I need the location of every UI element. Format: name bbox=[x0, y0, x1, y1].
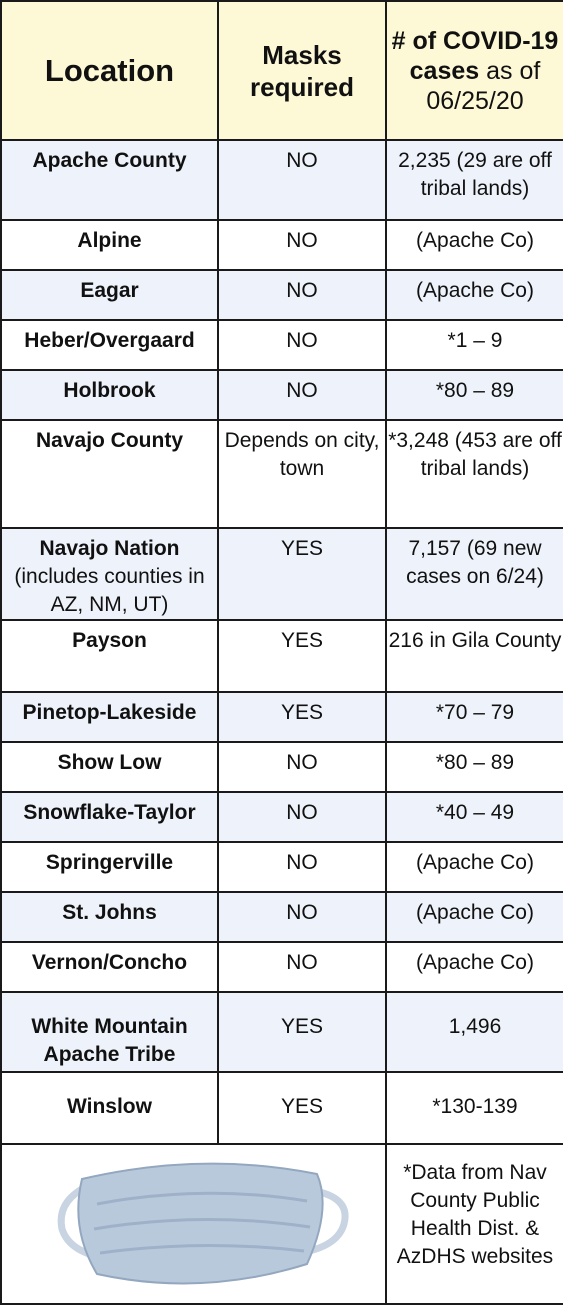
table-row bbox=[1, 528, 563, 620]
location-cell bbox=[1, 742, 218, 792]
cases-cell: *3,248 (453 are off tribal lands) bbox=[386, 420, 563, 528]
header-row bbox=[1, 1, 563, 140]
location-name: Navajo Nation bbox=[39, 537, 180, 560]
cases-cell: *80 – 89 bbox=[386, 742, 563, 792]
footer-note: *Data from Nav County Public Health Dist. & AzDHS websites bbox=[386, 1144, 563, 1304]
table-row bbox=[1, 892, 563, 942]
cases-cell: (Apache Co) bbox=[386, 220, 563, 270]
location-cell bbox=[1, 892, 218, 942]
location-cell bbox=[1, 528, 218, 620]
location-cell bbox=[1, 1072, 218, 1144]
location-name: Vernon/Concho bbox=[31, 951, 188, 974]
location-name: White Mountain Apache Tribe bbox=[31, 1015, 188, 1066]
location-cell bbox=[1, 420, 218, 528]
table-row bbox=[1, 992, 563, 1072]
masks-cell: NO bbox=[218, 942, 386, 992]
masks-cell: NO bbox=[218, 370, 386, 420]
masks-cell: YES bbox=[218, 992, 386, 1072]
table-row bbox=[1, 220, 563, 270]
cases-cell: *40 – 49 bbox=[386, 792, 563, 842]
cases-cell: *1 – 9 bbox=[386, 320, 563, 370]
masks-cell: NO bbox=[218, 220, 386, 270]
location-cell bbox=[1, 220, 218, 270]
table-row bbox=[1, 742, 563, 792]
location-cell bbox=[1, 942, 218, 992]
cases-cell: *80 – 89 bbox=[386, 370, 563, 420]
location-cell bbox=[1, 270, 218, 320]
masks-cell: NO bbox=[218, 792, 386, 842]
table-row bbox=[1, 370, 563, 420]
masks-cell: Depends on city, town bbox=[218, 420, 386, 528]
header-cases-date: as of 06/25/20 bbox=[426, 56, 541, 115]
location-cell bbox=[1, 792, 218, 842]
masks-cell: YES bbox=[218, 620, 386, 692]
table-row bbox=[1, 320, 563, 370]
cases-cell: 2,235 (29 are off tribal lands) bbox=[386, 140, 563, 220]
cases-cell: (Apache Co) bbox=[386, 892, 563, 942]
location-note: (includes counties in AZ, NM, UT) bbox=[14, 565, 205, 616]
masks-cell: NO bbox=[218, 140, 386, 220]
header-cases-bold: # of COVID-19 cases bbox=[391, 26, 559, 85]
cases-cell: *70 – 79 bbox=[386, 692, 563, 742]
location-cell bbox=[1, 992, 218, 1072]
footer-row bbox=[1, 1144, 563, 1304]
location-cell bbox=[1, 140, 218, 220]
masks-cell: YES bbox=[218, 692, 386, 742]
location-name: Holbrook bbox=[63, 379, 156, 402]
location-name: Navajo County bbox=[35, 429, 184, 452]
location-name: St. Johns bbox=[62, 901, 157, 924]
table-row bbox=[1, 942, 563, 992]
masks-cell: NO bbox=[218, 892, 386, 942]
masks-cell: YES bbox=[218, 1072, 386, 1144]
location-name: Pinetop-Lakeside bbox=[22, 701, 197, 724]
cases-cell: *130-139 bbox=[386, 1072, 563, 1144]
masks-cell: NO bbox=[218, 320, 386, 370]
location-name: Payson bbox=[72, 629, 147, 652]
header-location: Location bbox=[1, 1, 218, 140]
location-name: Winslow bbox=[67, 1095, 152, 1118]
masks-cell: NO bbox=[218, 742, 386, 792]
header-masks: Masks required bbox=[218, 1, 386, 140]
location-name: Apache County bbox=[32, 149, 187, 172]
table-row bbox=[1, 620, 563, 692]
location-cell bbox=[1, 842, 218, 892]
surgical-mask-icon bbox=[52, 1149, 362, 1299]
cases-cell: 216 in Gila County bbox=[386, 620, 563, 692]
table-row bbox=[1, 140, 563, 220]
table-row bbox=[1, 270, 563, 320]
masks-cell: NO bbox=[218, 842, 386, 892]
location-name: Springerville bbox=[45, 851, 174, 874]
table-row bbox=[1, 420, 563, 528]
location-name: Eagar bbox=[80, 279, 139, 302]
location-name: Show Low bbox=[57, 751, 162, 774]
location-name: Snowflake-Taylor bbox=[23, 801, 196, 824]
masks-cell: NO bbox=[218, 270, 386, 320]
cases-cell: 1,496 bbox=[386, 992, 563, 1072]
table-row bbox=[1, 842, 563, 892]
footer-image-cell bbox=[1, 1144, 386, 1304]
location-name: Heber/Overgaard bbox=[24, 329, 195, 352]
location-cell bbox=[1, 620, 218, 692]
table-row bbox=[1, 792, 563, 842]
table-row bbox=[1, 692, 563, 742]
table-row bbox=[1, 1072, 563, 1144]
header-cases bbox=[386, 1, 563, 140]
cases-cell: (Apache Co) bbox=[386, 942, 563, 992]
cases-cell: 7,157 (69 new cases on 6/24) bbox=[386, 528, 563, 620]
location-cell bbox=[1, 320, 218, 370]
masks-cell: YES bbox=[218, 528, 386, 620]
location-cell bbox=[1, 370, 218, 420]
cases-cell: (Apache Co) bbox=[386, 842, 563, 892]
location-name: Alpine bbox=[77, 229, 142, 252]
location-cell bbox=[1, 692, 218, 742]
cases-cell: (Apache Co) bbox=[386, 270, 563, 320]
